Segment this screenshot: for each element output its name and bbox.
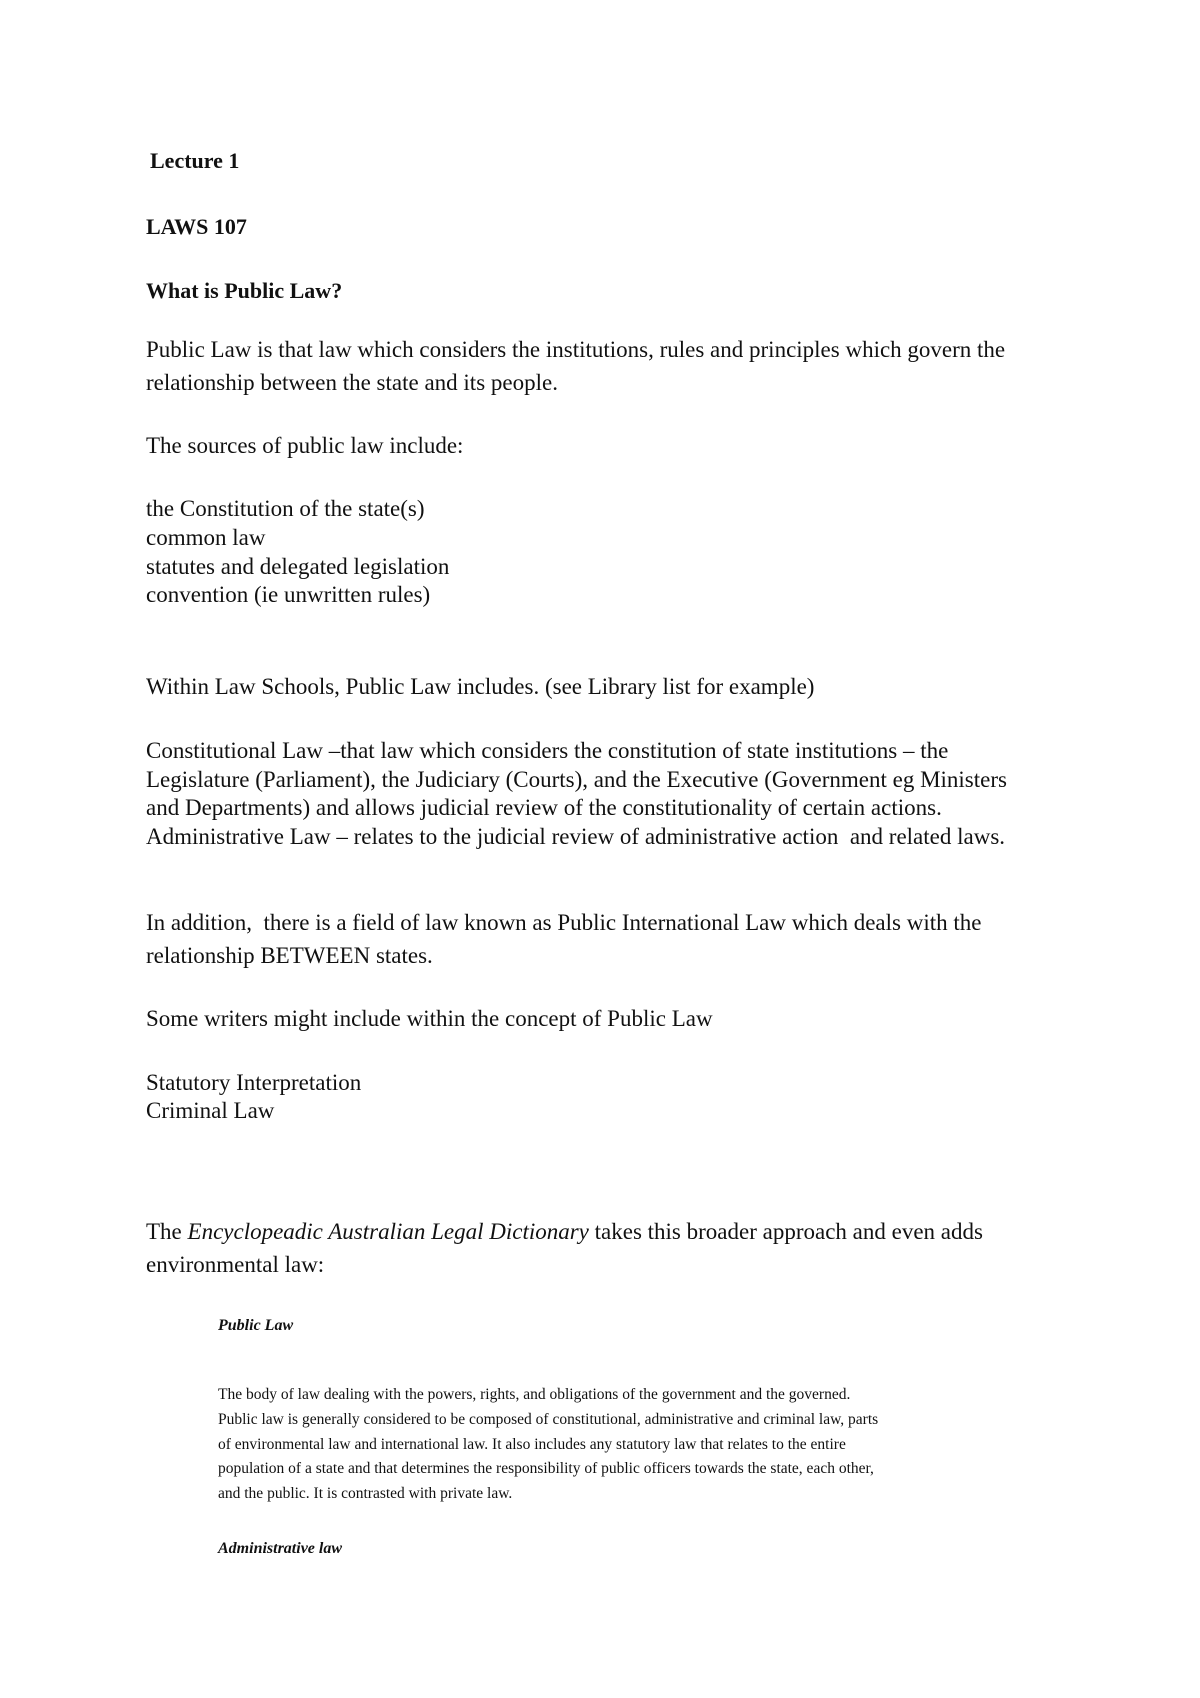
quote-line: Public law is generally considered to be composed of constitutional, administrative and criminal law, parts <box>218 1411 879 1428</box>
constitutional-line: and Departments) and allows judicial review of the constitutionality of certain actions. <box>146 795 942 820</box>
intro-line-2: relationship between the state and its people. <box>146 370 558 395</box>
sources-intro: The sources of public law include: <box>146 433 464 458</box>
course-code: LAWS 107 <box>146 214 247 239</box>
source-item: the Constitution of the state(s) <box>146 496 425 521</box>
source-item: statutes and delegated legislation <box>146 554 450 579</box>
lecture-heading: Lecture 1 <box>150 148 240 173</box>
administrative-line: Administrative Law – relates to the judicial review of administrative action and related laws. <box>146 824 1006 849</box>
law-schools-line: Within Law Schools, Public Law includes. (see Library list for example) <box>146 674 815 699</box>
intro-line-1: Public Law is that law which considers the institutions, rules and principles which govern the <box>146 337 1006 362</box>
international-line-2: relationship BETWEEN states. <box>146 943 433 968</box>
quote-title: Public Law <box>218 1317 294 1334</box>
dictionary-suffix: takes this broader approach and even adds <box>588 1219 983 1244</box>
source-item: convention (ie unwritten rules) <box>146 582 431 607</box>
dictionary-line-1 <box>146 1218 983 1246</box>
writers-line: Some writers might include within the concept of Public Law <box>146 1006 713 1031</box>
source-item: common law <box>146 525 266 550</box>
international-line-1: In addition, there is a field of law known as Public International Law which deals with the <box>146 910 982 935</box>
constitutional-line: Constitutional Law –that law which considers the constitution of state institutions – the <box>146 738 949 763</box>
quote-line: The body of law dealing with the powers, rights, and obligations of the government and the governed. <box>218 1386 851 1403</box>
dictionary-line-2: environmental law: <box>146 1252 325 1277</box>
section-heading: What is Public Law? <box>146 278 343 303</box>
quote-line: of environmental law and international law. It also includes any statutory law that relates to the entire <box>218 1436 846 1453</box>
dictionary-prefix: The <box>146 1219 188 1244</box>
writers-item: Statutory Interpretation <box>146 1070 362 1095</box>
writers-item: Criminal Law <box>146 1098 275 1123</box>
constitutional-line: Legislature (Parliament), the Judiciary (Courts), and the Executive (Government eg Ministers <box>146 767 1007 792</box>
dictionary-title: Encyclopeadic Australian Legal Dictionary <box>187 1219 589 1244</box>
quote-line: and the public. It is contrasted with private law. <box>218 1485 513 1502</box>
quote-line: population of a state and that determines the responsibility of public officers towards the state, each other, <box>218 1460 874 1477</box>
quote-next-title: Administrative law <box>218 1540 343 1557</box>
